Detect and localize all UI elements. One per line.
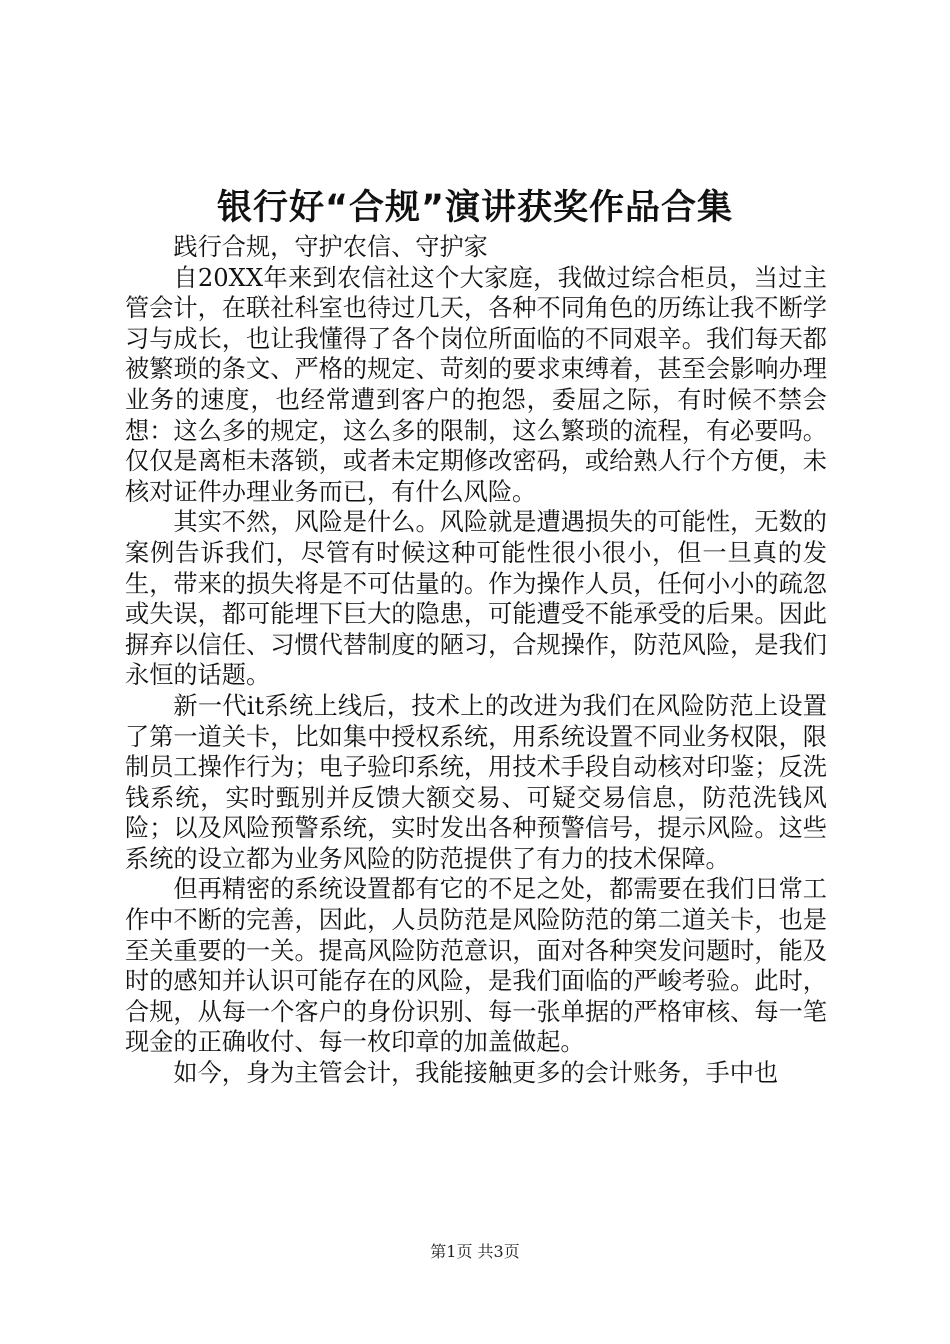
document-title: 银行好“合规”演讲获奖作品合集 bbox=[216, 188, 733, 228]
page-number-footer: 第1页 共3页 bbox=[430, 1242, 520, 1261]
paragraph: 如今，身为主管会计，我能接触更多的会计账务，手中也 bbox=[173, 1059, 779, 1088]
document-body bbox=[125, 232, 827, 1089]
document-subtitle: 践行合规，守护农信、守护家 bbox=[173, 233, 488, 261]
paragraph: 自20XX年来到农信社这个大家庭，我做过综合柜员，当过主管会计，在联社科室也待过几天，各种不同角色的历练让我不断学习与成长，也让我懂得了各个岗位所面临的不同艰辛。我们每天都被繁琐的条文、严格的规定、苛刻的要求束缚着，甚至会影响办理业务的速度，也经常遭到客户的抱怨，委屈之际，有时候不禁会想：这么多的规定，这么多的限制，这么繁琐的流程，有必要吗。仅仅是离柜未落锁，或者未定期修改密码，或给熟人行个方便，未核对证件办理业务而已，有什么风险。 bbox=[125, 263, 827, 506]
paragraph: 新一代it系统上线后，技术上的改进为我们在风险防范上设置了第一道关卡，比如集中授权系统，用系统设置不同业务权限，限制员工操作行为；电子验印系统，用技术手段自动核对印鉴；反洗钱系统，实时甄别并反馈大额交易、可疑交易信息，防范洗钱风险；以及风险预警系统，实时发出各种预警信号，提示风险。这些系统的设立都为业务风险的防范提供了有力的技术保障。 bbox=[125, 691, 827, 873]
paragraph: 但再精密的系统设置都有它的不足之处，都需要在我们日常工作中不断的完善，因此，人员防范是风险防范的第二道关卡，也是至关重要的一关。提高风险防范意识，面对各种突发问题时，能及时的感知并认识可能存在的风险，是我们面临的严峻考验。此时，合规，从每一个客户的身份识别、每一张单据的严格审核、每一笔现金的正确收付、每一枚印章的加盖做起。 bbox=[125, 875, 827, 1057]
paragraph: 其实不然，风险是什么。风险就是遭遇损失的可能性，无数的案例告诉我们，尽管有时候这种可能性很小很小，但一旦真的发生，带来的损失将是不可估量的。作为操作人员，任何小小的疏忽或失误，都可能埋下巨大的隐患，可能遭受不能承受的后果。因此摒弃以信任、习惯代替制度的陋习，合规操作，防范风险，是我们永恒的话题。 bbox=[125, 508, 827, 690]
